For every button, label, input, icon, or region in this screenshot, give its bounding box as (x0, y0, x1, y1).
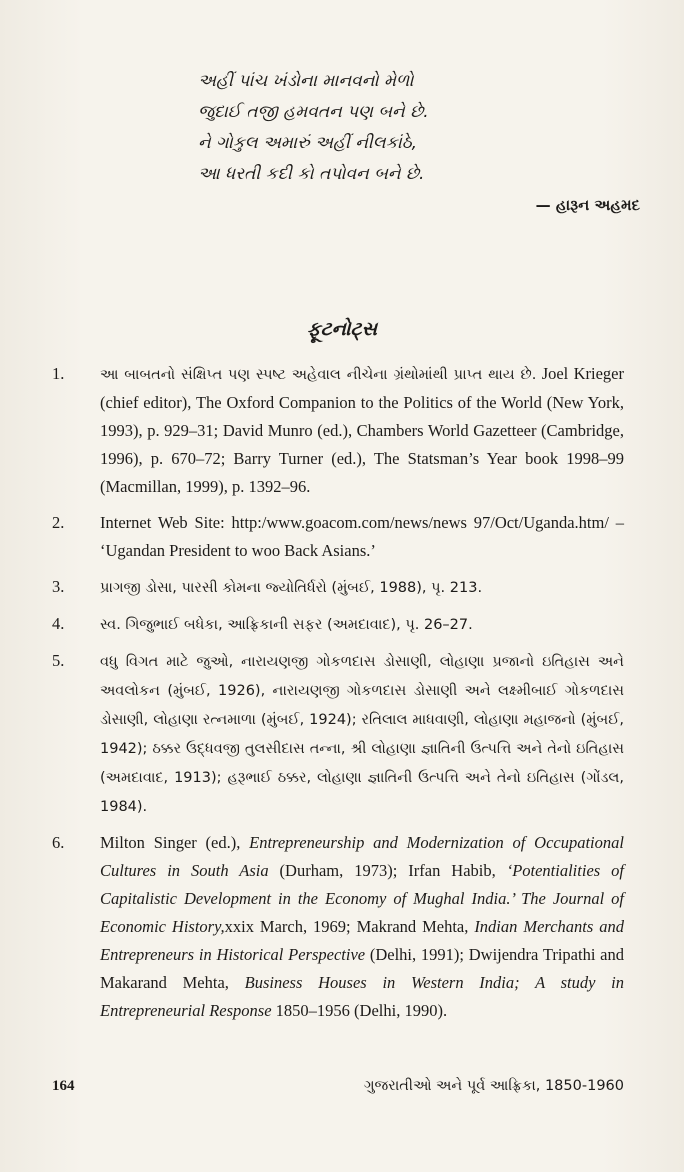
citation-segment: (Durham, 1973); Irfan Habib, (268, 861, 507, 880)
running-title: ગુજરાતીઓ અને પૂર્વ આફ્રિકા, 1850-1960 (363, 1078, 624, 1094)
poem-line: અહીં પાંચ ખંડોના માનવનો મેળો (198, 71, 414, 91)
footnote-2 (52, 509, 624, 565)
footnote-number: 4. (52, 614, 65, 633)
poem-line: ને ગોકુલ અમારું અહીં નીલકાંઠે, (198, 133, 418, 153)
footnote-gujarati-text: આ બાબતનો સંક્ષિપ્ત પણ સ્પષ્ટ અહેવાલ નીચેના ગ્રંથોમાંથી પ્રાપ્ત થાય છે. (100, 367, 537, 383)
footnotes-heading: ફૂટનોટ્સ (307, 318, 377, 340)
footnote-text: Joel Krieger (chief editor), The Oxford Companion to the Politics of the World (New York, 1993), p. 929–31; David Munro (ed.), Chambers World Gazetteer (Cambridge, 1996), p. 670–72; Barry Turner (ed.), The Statsman’s Year book 1998–99 (Macmillan, 1999), p. 1392–96. (100, 364, 625, 496)
citation-segment: Milton Singer (ed.), (100, 833, 250, 852)
footnote-text (100, 833, 624, 1020)
poem (198, 66, 638, 190)
footnote-4 (52, 610, 624, 639)
footnote-number: 5. (52, 651, 65, 670)
footnote-number: 2. (52, 513, 65, 532)
footnote-gujarati-text: સ્વ. ગિજુભાઈ બધેકા, આફ્રિકાની સફર (અમદાવાદ), પૃ. 26–27. (100, 617, 473, 633)
citation-segment: (Delhi, 1991); Dwijendra Tripathi and Makarand Mehta, (100, 945, 624, 992)
poem-line: જુદાઈ તજી હમવતન પણ બને છે. (198, 102, 429, 122)
citation-segment: ‘Potentialities of Capitalistic Development in the Economy of Mughal India.’ The Journal of Economic History, (100, 861, 624, 936)
footnote-5 (52, 647, 624, 821)
footnote-number: 6. (52, 833, 65, 852)
footnote-gujarati-text: પ્રાગજી ડોસા, પારસી કોમના જ્યોતિર્ધરો (મુંબઈ, 1988), પૃ. 213. (100, 580, 483, 596)
footnotes-list (52, 360, 624, 1033)
citation-segment: Indian Merchants and Entrepreneurs in Historical Perspective (100, 917, 624, 964)
footnote-3 (52, 573, 624, 602)
footnote-gujarati-text: વધુ વિગત માટે જુઓ, નારાયણજી ગોકળદાસ ડોસાણી, લોહાણા પ્રજાનો ઇતિહાસ અને અવલોકન (મુંબઈ, 1926), નારાયણજી ગોકળદાસ ડોસાણી અને લક્ષ્મીબાઈ ગોકળદાસ ડોસાણી, લોહાણા રત્નમાળા (મુંબઈ, 1924); રતિલાલ માધવાણી, લોહાણા મહાજનો (મુંબઈ, 1942); ઠક્કર ઉદ્ધવજી તુલસીદાસ તન્ના, શ્રી લોહાણા જ્ઞાતિની ઉત્પત્તિ અને તેનો ઇતિહાસ (અમદાવાદ, 1913); હરૂભાઈ ઠક્કર, લોહાણા જ્ઞાતિની ઉત્પત્તિ અને તેનો ઇતિહાસ (ગોંડલ, 1984). (100, 654, 624, 815)
footnote-number: 3. (52, 577, 65, 596)
page-number: 164 (52, 1078, 75, 1094)
citation-segment: Business Houses in Western India; A study in Entrepreneurial Response (100, 973, 624, 1020)
footnote-6 (52, 829, 624, 1025)
citation-segment: Entrepreneurship and Modernization of Occupational Cultures in South Asia (100, 833, 624, 880)
poem-author: — હારૂન અહમદ (535, 196, 640, 214)
citation-segment: xxix March, 1969; Makrand Mehta, (224, 917, 475, 936)
footnote-text: Internet Web Site: http:/www.goacom.com/news/news 97/Oct/Uganda.htm/ – ‘Ugandan President to woo Back Asians.’ (100, 513, 624, 560)
citation-segment: 1850–1956 (Delhi, 1990). (271, 1001, 448, 1020)
poem-line: આ ધરતી કદી કો તપોવન બને છે. (198, 164, 425, 184)
footnote-1 (52, 360, 624, 501)
footnote-number: 1. (52, 364, 65, 383)
